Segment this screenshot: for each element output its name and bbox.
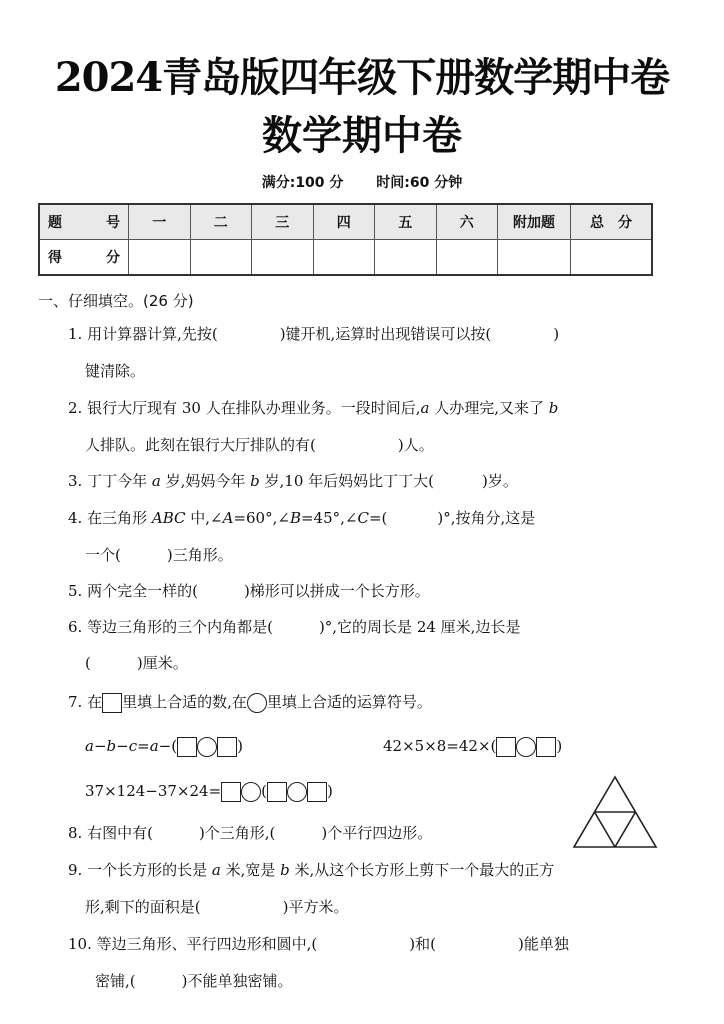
number-box[interactable]: [267, 782, 287, 802]
text: (: [85, 654, 91, 672]
text: ): [556, 737, 563, 755]
exam-subtitle: 数学期中卷: [262, 112, 462, 159]
number-box[interactable]: [177, 737, 197, 757]
var: b: [280, 861, 290, 879]
score-cell[interactable]: [436, 240, 498, 276]
text: 里填上合适的运算符号。: [266, 693, 432, 711]
question-10: [68, 934, 569, 954]
text: −: [116, 737, 129, 755]
exam-time: 时间:60 分钟: [376, 175, 463, 191]
question-1-cont: 键清除。: [85, 362, 146, 380]
question-1: [68, 324, 559, 344]
label-question-number: [39, 204, 129, 240]
text: 2. 银行大厅现有 30 人在排队办理业务。一段时间后,: [68, 399, 421, 417]
exam-meta: [0, 172, 724, 192]
question-7-eq3: [85, 781, 333, 802]
text: 密铺,(: [95, 972, 136, 990]
text: (: [261, 782, 268, 800]
text: 3. 丁丁今年: [68, 472, 152, 490]
text: 米,宽是: [220, 861, 281, 879]
number-box[interactable]: [307, 782, 327, 802]
operator-circle[interactable]: [241, 782, 261, 802]
score-cell[interactable]: [571, 240, 653, 276]
text: )厘米。: [136, 654, 188, 672]
text: ): [237, 737, 243, 755]
text: 42×5×8=42×(: [383, 737, 497, 755]
text: =: [137, 737, 150, 755]
question-7: [68, 692, 432, 713]
label-left: 得: [48, 250, 62, 266]
score-table-header-row: [39, 204, 652, 240]
text: 一个(: [85, 546, 121, 564]
text: )不能单独密铺。: [181, 972, 293, 990]
score-cell[interactable]: [252, 240, 314, 276]
triangle-figure-icon: [572, 775, 658, 849]
label-left: 题: [48, 215, 62, 231]
text: )梯形可以拼成一个长方形。: [243, 582, 430, 600]
var: b: [548, 399, 559, 417]
operator-circle[interactable]: [197, 737, 217, 757]
question-3: [68, 471, 518, 491]
text: )岁。: [481, 472, 518, 490]
section-heading: 一、仔细填空。(26 分): [38, 292, 194, 310]
number-box[interactable]: [217, 737, 237, 757]
text: )人。: [397, 436, 434, 454]
question-10-cont: [95, 971, 292, 991]
text: =45°,∠: [300, 509, 358, 527]
score-cell[interactable]: [375, 240, 437, 276]
number-box[interactable]: [496, 737, 516, 757]
score-cell[interactable]: [498, 240, 571, 276]
var: a: [151, 472, 161, 490]
question-9: [68, 860, 554, 880]
question-9-cont: [85, 897, 348, 917]
question-2: [68, 398, 558, 418]
question-6: [68, 617, 520, 637]
var: B: [289, 509, 301, 527]
col-header-bonus: 附加题: [498, 204, 571, 240]
text: ): [327, 782, 333, 800]
col-header: 二: [190, 204, 252, 240]
text: 37×124−37×24=: [85, 782, 222, 800]
question-2-cont: [85, 435, 434, 455]
text: −(: [158, 737, 178, 755]
full-score: 满分:100 分: [261, 175, 344, 191]
number-box[interactable]: [221, 782, 241, 802]
var: a: [420, 399, 430, 417]
circle-icon: [247, 693, 267, 713]
col-header: 六: [436, 204, 498, 240]
score-cell[interactable]: [190, 240, 252, 276]
question-4-cont: [85, 545, 233, 565]
text: =60°,∠: [233, 509, 290, 527]
text: 10. 等边三角形、平行四边形和圆中,(: [68, 935, 318, 953]
text: 中,∠: [185, 509, 223, 527]
operator-circle[interactable]: [287, 782, 307, 802]
var: c: [128, 737, 138, 755]
text: )三角形。: [166, 546, 233, 564]
text: 9. 一个长方形的长是: [68, 861, 212, 879]
text: 形,剩下的面积是(: [85, 898, 201, 916]
col-header: 三: [252, 204, 314, 240]
question-7-eq1: [85, 736, 243, 757]
operator-circle[interactable]: [516, 737, 536, 757]
text: 岁,妈妈今年: [160, 472, 251, 490]
number-box[interactable]: [536, 737, 556, 757]
text: 岁,10 年后妈妈比丁丁大(: [259, 472, 434, 490]
text: )°,它的周长是 24 厘米,边长是: [318, 618, 521, 636]
text: )和(: [409, 935, 436, 953]
question-4: [68, 508, 535, 528]
text: −: [93, 737, 107, 755]
question-5: [68, 581, 430, 601]
score-table-score-row: [39, 240, 652, 276]
text: =(: [368, 509, 388, 527]
text: 4. 在三角形: [68, 509, 152, 527]
var: A: [222, 509, 234, 527]
label-right: 分: [106, 250, 120, 266]
question-6-cont: [85, 653, 188, 673]
text: 7. 在: [68, 693, 103, 711]
exam-title: 2024青岛版四年级下册数学期中卷: [54, 54, 670, 101]
question-8: [68, 823, 432, 843]
square-box-icon: [102, 693, 122, 713]
var: a: [211, 861, 221, 879]
question-7-eq2: [383, 736, 562, 757]
var: b: [106, 737, 117, 755]
score-table: [38, 203, 653, 276]
col-header: 四: [313, 204, 375, 240]
score-cell[interactable]: [129, 240, 191, 276]
col-header: 五: [375, 204, 437, 240]
var: C: [357, 509, 369, 527]
text: 5. 两个完全一样的(: [68, 582, 198, 600]
text: 6. 等边三角形的三个内角都是(: [68, 618, 273, 636]
text: ): [553, 325, 560, 343]
text: )能单独: [517, 935, 569, 953]
label-right: 号: [106, 215, 120, 231]
var: b: [250, 472, 260, 490]
text: 1. 用计算器计算,先按(: [68, 325, 218, 343]
text: )个三角形,(: [198, 824, 276, 842]
var: a: [149, 737, 159, 755]
var: ABC: [151, 509, 186, 527]
text: 人排队。此刻在银行大厅排队的有(: [85, 436, 316, 454]
text: )°,按角分,这是: [437, 509, 536, 527]
text: )个平行四边形。: [321, 824, 433, 842]
label-score: [39, 240, 129, 276]
score-cell[interactable]: [313, 240, 375, 276]
text: )平方米。: [282, 898, 349, 916]
col-header: 一: [129, 204, 191, 240]
text: )键开机,运算时出现错误可以按(: [279, 325, 492, 343]
var: a: [85, 737, 94, 755]
text: 8. 右图中有(: [68, 824, 153, 842]
text: 人办理完,又来了: [429, 399, 549, 417]
text: 里填上合适的数,在: [122, 693, 247, 711]
col-header-total: 总 分: [571, 204, 653, 240]
text: 米,从这个长方形上剪下一个最大的正方: [289, 861, 555, 879]
